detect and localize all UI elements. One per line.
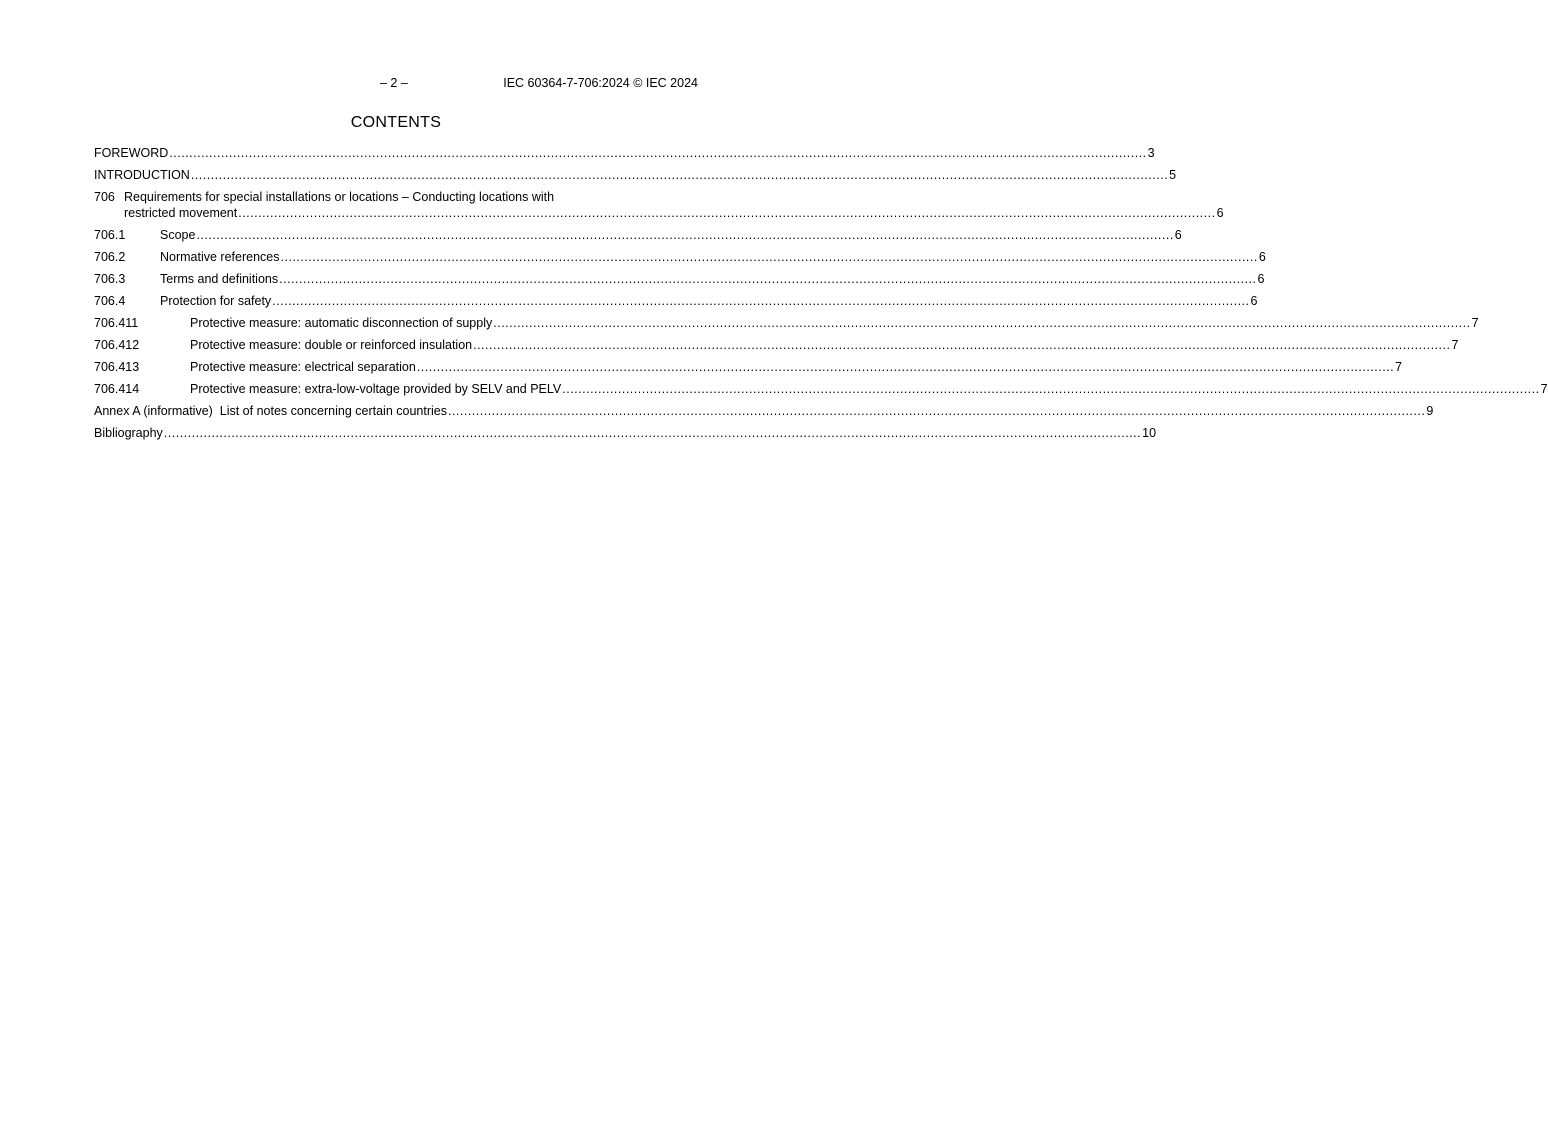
toc-entry-text-line2: restricted movement	[124, 206, 238, 220]
toc-entry-706-3[interactable]	[94, 271, 1265, 287]
toc-entry-text: Protection for safety	[160, 294, 272, 308]
toc-entry-text-line1: Requirements for special installations or locations – Conducting locations with	[124, 190, 555, 204]
toc-entry-number: 706.414	[94, 382, 140, 396]
toc-entry-page: 7	[1451, 338, 1459, 352]
toc-entry-introduction[interactable]	[94, 167, 1177, 183]
toc-entry-page: 7	[1471, 316, 1479, 330]
table-of-contents	[94, 145, 1548, 447]
toc-entry-number: 706.3	[94, 272, 126, 286]
toc-entry-text: Protective measure: electrical separation	[190, 360, 416, 374]
toc-entry-text: Protective measure: automatic disconnection of supply	[190, 316, 493, 330]
dot-leader	[562, 381, 1539, 397]
toc-entry-annex-a[interactable]	[94, 403, 1434, 419]
toc-entry-text: Bibliography	[94, 426, 163, 440]
dot-leader	[493, 315, 1470, 331]
toc-entry-706-2[interactable]	[94, 249, 1266, 265]
toc-entry-number: 706.411	[94, 316, 139, 330]
toc-entry-number: 706.4	[94, 294, 126, 308]
toc-entry-text: Terms and definitions	[160, 272, 279, 286]
toc-entry-page: 6	[1250, 294, 1258, 308]
toc-entry-706-413[interactable]	[94, 359, 1403, 375]
toc-entry-number: 706.2	[94, 250, 126, 264]
dot-leader	[279, 271, 1256, 287]
dot-leader	[473, 337, 1450, 353]
dot-leader	[448, 403, 1425, 419]
toc-entry-page: 10	[1142, 426, 1157, 440]
toc-entry-706-412[interactable]	[94, 337, 1459, 353]
dot-leader	[417, 359, 1394, 375]
toc-title: CONTENTS	[350, 114, 442, 131]
toc-entry-text: Scope	[160, 228, 196, 242]
dot-leader	[238, 205, 1215, 221]
toc-entry-page: 7	[1395, 360, 1403, 374]
toc-entry-text: Protective measure: extra-low-voltage provided by SELV and PELV	[190, 382, 562, 396]
toc-entry-706-1[interactable]	[94, 227, 1182, 243]
toc-entry-page: 9	[1426, 404, 1434, 418]
toc-entry-text: Annex A (informative) List of notes concerning certain countries	[94, 404, 447, 418]
toc-entry-page: 6	[1174, 228, 1182, 242]
dot-leader	[164, 425, 1141, 441]
toc-entry-page: 6	[1258, 250, 1266, 264]
dot-leader	[281, 249, 1258, 265]
toc-entry-number: 706	[94, 190, 115, 204]
document-reference: IEC 60364-7-706:2024 © IEC 2024	[503, 76, 698, 90]
toc-entry-text: Protective measure: double or reinforced insulation	[190, 338, 473, 352]
toc-entry-bibliography[interactable]	[94, 425, 1157, 441]
toc-entry-706[interactable]	[94, 189, 1224, 221]
toc-entry-page: 7	[1540, 382, 1548, 396]
toc-entry-page: 3	[1147, 146, 1155, 160]
toc-entry-number: 706.413	[94, 360, 140, 374]
dot-leader	[169, 145, 1146, 161]
toc-entry-text: INTRODUCTION	[94, 168, 190, 182]
toc-entry-706-411[interactable]	[94, 315, 1479, 331]
toc-entry-706-4[interactable]	[94, 293, 1258, 309]
toc-entry-text: Normative references	[160, 250, 280, 264]
dot-leader	[272, 293, 1249, 309]
dot-leader	[196, 227, 1173, 243]
toc-entry-page: 5	[1169, 168, 1177, 182]
toc-entry-page: 6	[1216, 206, 1224, 220]
toc-entry-text: FOREWORD	[94, 146, 169, 160]
toc-entry-706-414[interactable]	[94, 381, 1548, 397]
dot-leader	[191, 167, 1168, 183]
toc-entry-number: 706.1	[94, 228, 126, 242]
page-header	[94, 76, 698, 92]
toc-entry-page: 6	[1257, 272, 1265, 286]
toc-entry-foreword[interactable]	[94, 145, 1155, 161]
toc-entry-number: 706.412	[94, 338, 140, 352]
page-number: – 2 –	[380, 76, 408, 90]
